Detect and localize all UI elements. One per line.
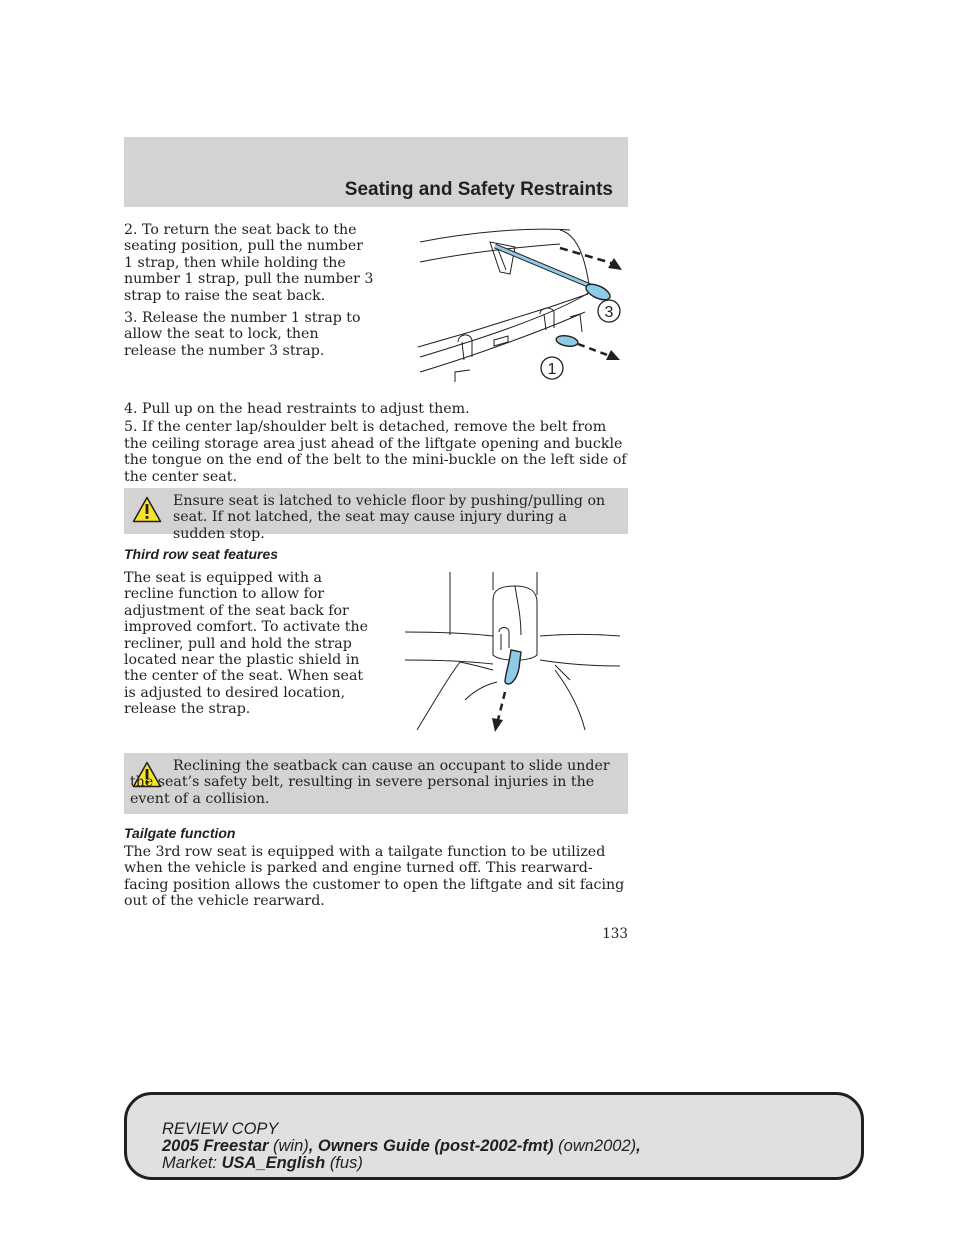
seat-back-straps-illustration <box>410 222 630 387</box>
review-guide-line <box>162 1138 641 1155</box>
review-comma: , <box>636 1137 641 1155</box>
callout-3-label: 3 <box>604 304 614 321</box>
step-4-text: 4. Pull up on the head restraints to adjust them. <box>124 401 470 417</box>
warning-latch-text: Ensure seat is latched to vehicle floor by pushing/pulling on seat. If not latched, the seat may cause injury during a sudden stop. <box>173 493 606 542</box>
review-copy-label: REVIEW COPY <box>162 1120 279 1138</box>
section-title: Seating and Safety Restraints <box>344 179 613 200</box>
third-row-text: The seat is equipped with a recline function to allow for adjustment of the seat back for improved comfort. To activate the recliner, pull and hold the strap located near the plastic shield in the center of the seat. When seat is adjusted to desired location, release the strap. <box>124 570 369 718</box>
page-number: 133 <box>602 926 628 942</box>
step-2-text: 2. To return the seat back to the seating position, pull the number 1 strap, then while holding the number 1 strap, pull the number 3 strap to raise the seat back. <box>124 222 374 304</box>
warning-triangle-icon <box>132 496 162 523</box>
third-row-heading: Third row seat features <box>124 546 279 562</box>
step-5-text: 5. If the center lap/shoulder belt is detached, remove the belt from the ceiling storage area just ahead of the liftgate opening and buckle the tongue on the end of the belt to the mini-buckle on the left side of the center seat. <box>124 419 627 485</box>
steps-bottom <box>124 401 628 485</box>
step-3-text: 3. Release the number 1 strap to allow the seat to lock, then release the number 3 strap. <box>124 310 361 359</box>
review-guide-code: (own2002) <box>558 1137 637 1155</box>
review-market-line <box>162 1155 641 1172</box>
review-copy-box <box>124 1092 864 1180</box>
warning-box-latch <box>124 488 628 542</box>
warning-box-recline <box>124 753 628 814</box>
steps-top <box>124 222 374 359</box>
review-model-code: (win) <box>273 1137 309 1155</box>
review-market: USA_English <box>221 1154 326 1172</box>
tailgate-text: The 3rd row seat is equipped with a tailgate function to be utilized when the vehicle is parked and engine turned off. This rearward-facing position allows the customer to open the liftgate and sit facing out of the vehicle rearward. <box>124 844 625 910</box>
review-model: 2005 Freestar <box>162 1137 269 1155</box>
review-copy-block <box>162 1121 641 1172</box>
callout-1-label: 1 <box>547 361 557 378</box>
recliner-strap-illustration <box>405 570 625 735</box>
warning-recline-text: Reclining the seatback can cause an occupant to slide under the seat’s safety belt, resulting in severe personal injuries in the event of a collision. <box>130 758 610 807</box>
review-market-label: Market: <box>162 1154 218 1172</box>
tailgate-heading: Tailgate function <box>124 825 236 841</box>
section-header-band <box>124 137 628 207</box>
review-guide: , Owners Guide (post-2002-fmt) <box>308 1137 554 1155</box>
review-market-code: (fus) <box>329 1154 363 1172</box>
